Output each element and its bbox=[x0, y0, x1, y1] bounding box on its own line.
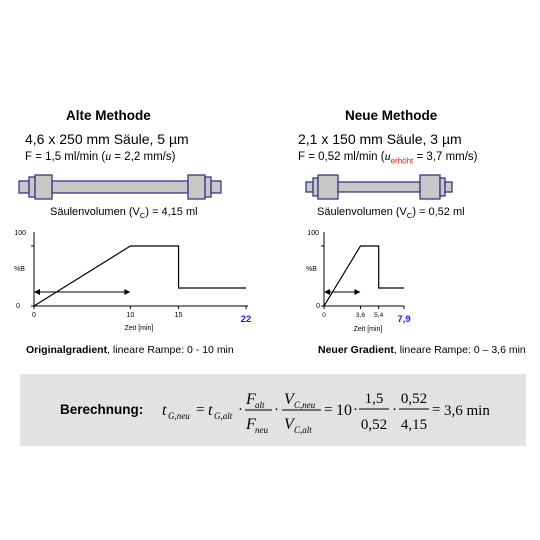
x-tick-label: 5,4 bbox=[374, 312, 384, 319]
left-column-icon bbox=[16, 172, 226, 202]
right-column-volume: Säulenvolumen $(V_C) = 0,52$ ml bbox=[317, 206, 465, 221]
x-tick-label: 0 bbox=[322, 312, 326, 319]
dot-2: · bbox=[274, 402, 279, 418]
v-old-sub: C,alt bbox=[294, 425, 312, 435]
t-new-sub: G,neu bbox=[168, 411, 190, 421]
left-column-spec: 4,6 x 250 mm Säule, 5 µm bbox=[25, 131, 189, 147]
x-tick-label: 0 bbox=[32, 312, 36, 319]
y-axis-label: %B bbox=[14, 266, 25, 273]
t-old-sub: G,alt bbox=[214, 411, 233, 421]
right-flow-rate: F = 0,52 ml/min ($u_{erhöht} = 3,7$ mm/s) bbox=[298, 149, 478, 166]
den-1: 0,52 bbox=[360, 417, 388, 433]
f-old: F bbox=[246, 391, 256, 408]
x-tick-label: 3,6 bbox=[355, 312, 365, 319]
ramp-arrow-head-right bbox=[354, 289, 360, 295]
y-zero-label: 0 bbox=[316, 303, 320, 310]
v-new: V bbox=[284, 391, 294, 408]
factor: 10 bbox=[336, 402, 352, 419]
num-1: 1,5 bbox=[364, 391, 384, 407]
ramp-arrow-head-left bbox=[324, 289, 330, 295]
dot-3: · bbox=[353, 402, 358, 418]
t-old: t bbox=[208, 402, 213, 419]
dot-1: · bbox=[238, 402, 243, 418]
num-2: 0,52 bbox=[400, 391, 428, 407]
f-old-sub: alt bbox=[255, 400, 265, 410]
x-tick-label: 15 bbox=[174, 312, 183, 319]
ramp-arrow-head-left bbox=[34, 289, 40, 295]
calculation-formula bbox=[160, 378, 500, 442]
left-caption: Originalgradient, lineare Rampe: 0 - 10 min bbox=[26, 344, 234, 356]
calculation-label: Berechnung: bbox=[60, 402, 144, 417]
y-top-label: 100 bbox=[307, 230, 319, 237]
left-column-volume: Säulenvolumen $(V_C) = 4,15$ ml bbox=[50, 206, 198, 221]
right-caption: Neuer Gradient, lineare Rampe: 0 – 3,6 min bbox=[318, 344, 526, 356]
right-heading: Neue Methode bbox=[345, 108, 438, 123]
x-end-label: 22 bbox=[240, 314, 252, 325]
x-axis-label: Zeit [min] bbox=[353, 326, 383, 333]
t-new: t bbox=[162, 402, 167, 419]
eq-2: = bbox=[324, 402, 333, 418]
left-gradient-chart bbox=[0, 222, 270, 337]
f-new-sub: neu bbox=[255, 425, 268, 435]
v-old: V bbox=[284, 416, 294, 433]
dot-4: · bbox=[392, 402, 397, 418]
den-2: 4,15 bbox=[400, 417, 428, 433]
y-axis-label: %B bbox=[306, 266, 317, 273]
right-column-spec: 2,1 x 150 mm Säule, 3 µm bbox=[298, 131, 462, 147]
eq-1: = bbox=[196, 402, 205, 418]
x-tick-label: 10 bbox=[126, 312, 135, 319]
y-zero-label: 0 bbox=[16, 303, 20, 310]
gradient-line bbox=[34, 246, 246, 306]
ramp-arrow-head-right bbox=[124, 289, 130, 295]
gradient-line bbox=[324, 246, 404, 306]
eq-3: = bbox=[432, 402, 441, 418]
right-column-icon bbox=[303, 172, 455, 202]
right-gradient-chart bbox=[290, 222, 440, 337]
y-top-label: 100 bbox=[14, 230, 26, 237]
f-new: F bbox=[246, 416, 256, 433]
left-flow-rate: F = 1,5 ml/min (u = 2,2 mm/s) bbox=[25, 149, 176, 163]
result: 3,6 min bbox=[444, 403, 490, 419]
v-new-sub: C,neu bbox=[294, 400, 316, 410]
left-heading: Alte Methode bbox=[66, 108, 151, 123]
x-axis-label: Zeit [min] bbox=[124, 325, 154, 332]
x-end-label: 7,9 bbox=[397, 314, 411, 325]
